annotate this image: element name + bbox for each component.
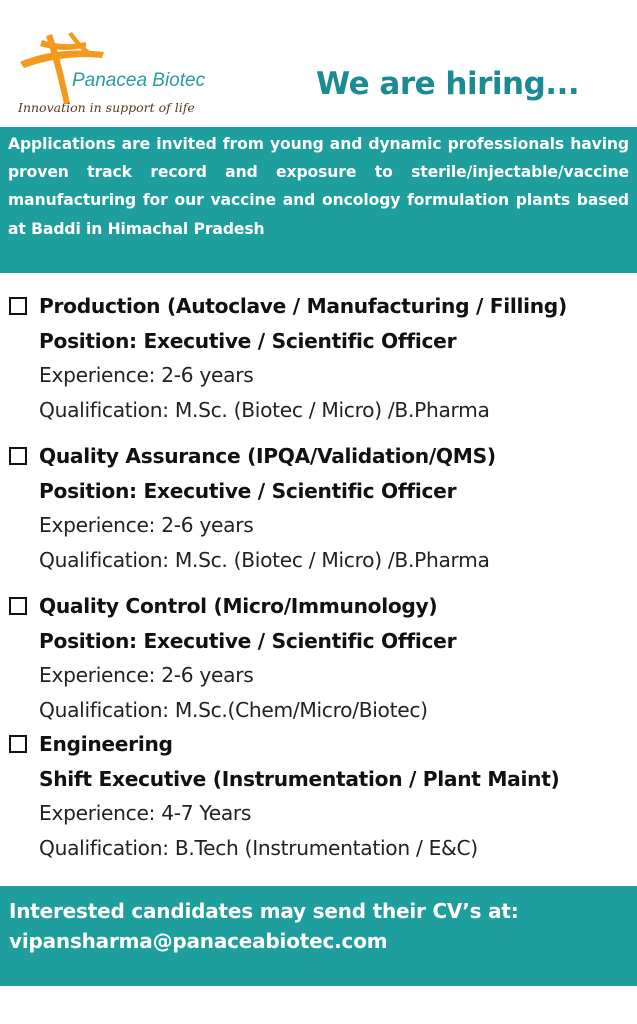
job-experience: Experience: 4-7 Years: [39, 801, 252, 825]
job-qualification: Qualification: B.Tech (Instrumentation / E&C): [39, 835, 478, 860]
job-title-row: [8, 289, 633, 324]
contact-instruction: Interested candidates may send their CV’s at:: [9, 899, 519, 923]
job-position: Position: Executive / Scientific Officer: [39, 478, 457, 503]
checkbox-icon: [9, 735, 27, 753]
brand-tagline: Innovation in support of life: [18, 100, 195, 115]
job-experience: Experience: 2-6 years: [39, 363, 254, 387]
job-quality-control: [8, 589, 633, 727]
job-position: Shift Executive (Instrumentation / Plant Maint): [39, 766, 560, 791]
job-qualification: Qualification: M.Sc. (Biotec / Micro) /B.Pharma: [39, 397, 490, 422]
contact-email: vipansharma@panaceabiotec.com: [9, 929, 388, 953]
header: [0, 0, 637, 125]
job-qualification: Qualification: M.Sc.(Chem/Micro/Biotec): [39, 697, 428, 722]
intro-banner: [0, 127, 637, 273]
job-title: Quality Assurance (IPQA/Validation/QMS): [39, 444, 496, 468]
job-position: Position: Executive / Scientific Officer: [39, 628, 457, 653]
checkbox-icon: [9, 447, 27, 465]
job-title: Engineering: [39, 732, 173, 756]
job-production: [8, 289, 633, 427]
job-title-row: [8, 589, 633, 624]
brand-name: Panacea Biotec: [72, 70, 206, 91]
job-position: Position: Executive / Scientific Officer: [39, 328, 457, 353]
headline: We are hiring...: [316, 66, 580, 102]
contact-banner: [0, 886, 637, 986]
job-title: Production (Autoclave / Manufacturing / Filling): [39, 294, 567, 318]
job-experience: Experience: 2-6 years: [39, 663, 254, 687]
intro-text: Applications are invited from young and dynamic professionals having proven track record and exposure to sterile/injectable/vaccine manufacturing for our vaccine and oncology formulation plants based at Baddi in Himachal Pradesh: [8, 135, 629, 238]
checkbox-icon: [9, 297, 27, 315]
job-quality-assurance: [8, 439, 633, 577]
job-list: [8, 289, 633, 865]
job-title-row: [8, 727, 633, 762]
job-engineering: [8, 727, 633, 865]
job-qualification: Qualification: M.Sc. (Biotec / Micro) /B.Pharma: [39, 547, 490, 572]
job-title-row: [8, 439, 633, 474]
panacea-logo-icon: [12, 22, 122, 112]
checkbox-icon: [9, 597, 27, 615]
job-title: Quality Control (Micro/Immunology): [39, 594, 438, 618]
job-experience: Experience: 2-6 years: [39, 513, 254, 537]
